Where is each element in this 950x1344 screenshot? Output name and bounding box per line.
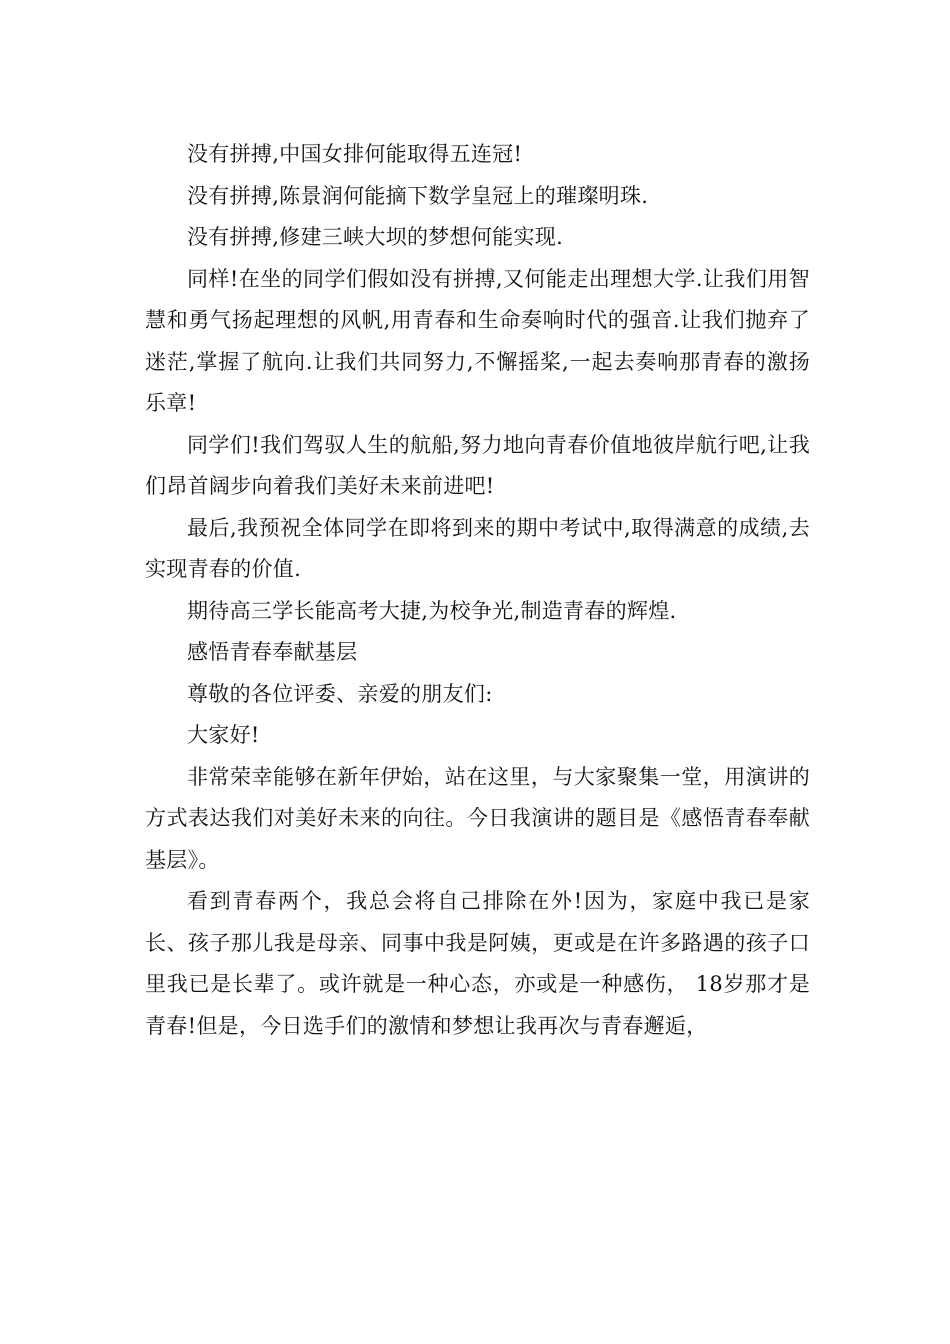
greeting: 大家好! [187, 723, 260, 747]
paragraph-11: 非常荣幸能够在新年伊始，站在这里，与大家聚集一堂，用演讲的方式表达我们对美好未来的向往。今日我演讲的题目是《感悟青春奉献基层》。 [145, 764, 810, 872]
paragraph-5: 同学们!我们驾驭人生的航船,努力地向青春价值地彼岸航行吧,让我们昂首阔步向着我们美好未来前进吧! [145, 432, 810, 498]
paragraph-6: 最后,我预祝全体同学在即将到来的期中考试中,取得满意的成绩,去实现青春的价值. [145, 515, 810, 581]
paragraph-2: 没有拼搏,陈景润何能摘下数学皇冠上的璀璨明珠. [187, 183, 649, 208]
paragraph-4: 同样!在坐的同学们假如没有拼搏,又何能走出理想大学.让我们用智慧和勇气扬起理想的风帆,用青春和生命奏响时代的强音.让我们抛弃了迷茫,掌握了航向.让我们共同努力,不懈摇桨,一起去奏响那青春的激扬乐章! [145, 266, 810, 415]
section-heading: 感悟青春奉献基层 [187, 640, 358, 664]
paragraph-3: 没有拼搏,修建三峡大坝的梦想何能实现. [187, 225, 564, 249]
salutation: 尊敬的各位评委、亲爱的朋友们: [187, 681, 493, 706]
paragraph-12: 看到青春两个，我总会将自己排除在外!因为，家庭中我已是家长、孩子那儿我是母亲、同事中我是阿姨，更或是在许多路遇的孩子口里我已是长辈了。或许就是一种心态，亦或是一种感伤， 18岁那才是青春!但是，今日选手们的激情和梦想让我再次与青春邂逅， [145, 889, 810, 1038]
paragraph-1: 没有拼搏,中国女排何能取得五连冠! [187, 142, 523, 166]
paragraph-7: 期待高三学长能高考大捷,为校争光,制造青春的辉煌. [187, 598, 677, 623]
document-page [145, 134, 810, 1047]
